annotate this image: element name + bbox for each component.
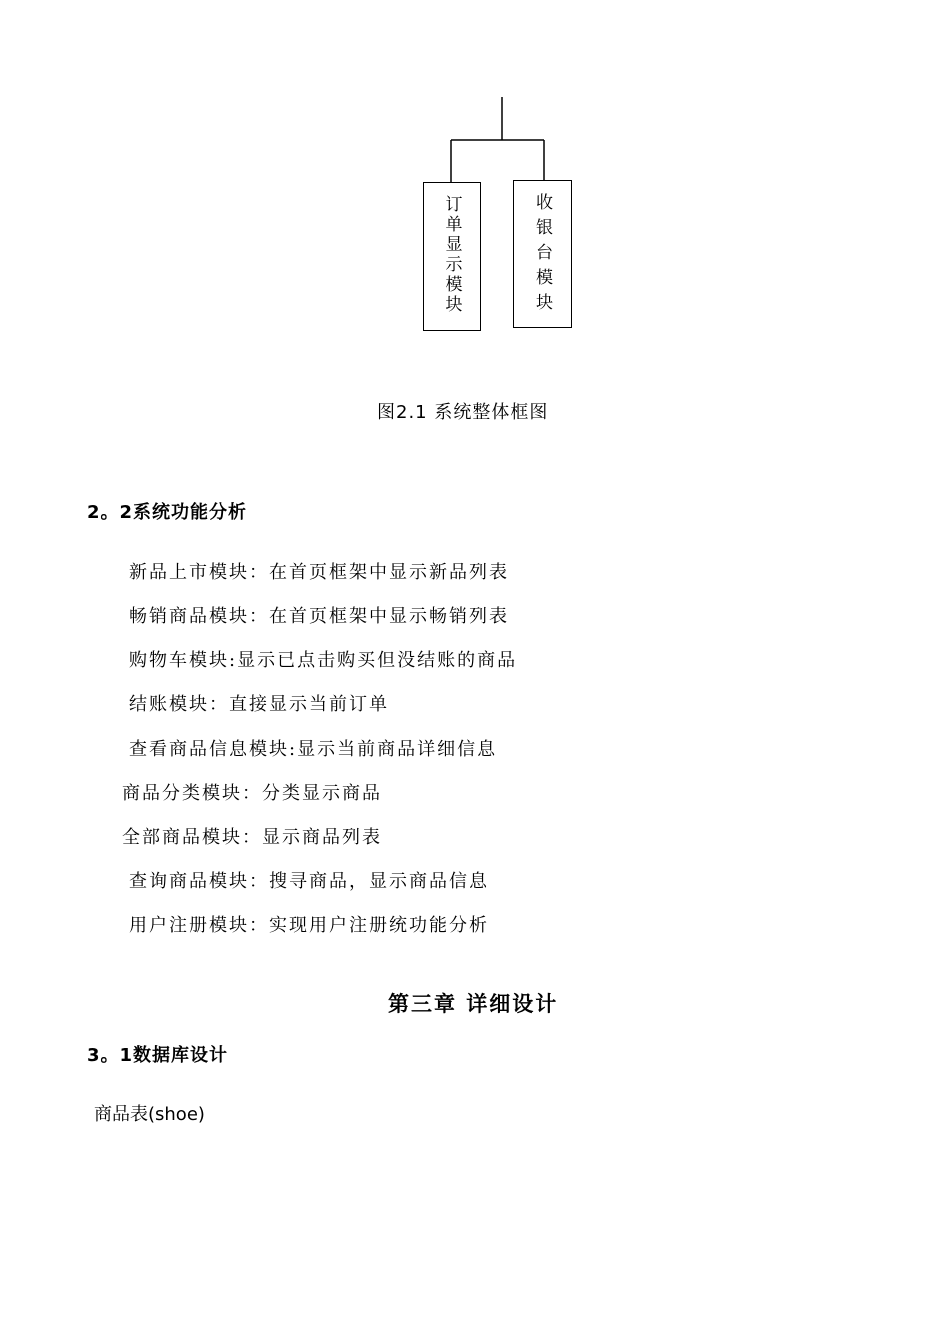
function-item: 新品上市模块：在首页框架中显示新品列表 xyxy=(129,562,509,583)
order-display-module-box xyxy=(423,182,481,331)
function-item: 查询商品模块：搜寻商品，显示商品信息 xyxy=(129,871,489,892)
function-item: 结账模块：直接显示当前订单 xyxy=(129,694,389,715)
system-block-diagram xyxy=(0,0,950,380)
function-item: 全部商品模块：显示商品列表 xyxy=(122,827,382,848)
chapter-3-title: 第三章 详细设计 xyxy=(388,992,559,1016)
cashier-module-label: 收银台模块 xyxy=(532,193,552,318)
function-item: 购物车模块:显示已点击购买但没结账的商品 xyxy=(129,650,518,671)
cashier-module-box xyxy=(513,180,572,328)
function-item: 商品分类模块：分类显示商品 xyxy=(122,783,382,804)
figure-caption: 图2.1 系统整体框图 xyxy=(377,402,549,423)
function-item: 查看商品信息模块:显示当前商品详细信息 xyxy=(129,739,498,760)
order-display-module-label: 订单显示模块 xyxy=(441,195,462,315)
section-3-1-heading: 3。1数据库设计 xyxy=(87,1045,229,1066)
function-item: 用户注册模块：实现用户注册统功能分析 xyxy=(129,915,489,936)
table-label: 商品表(shoe) xyxy=(94,1104,205,1125)
section-2-2-heading: 2。2系统功能分析 xyxy=(87,502,248,523)
function-item: 畅销商品模块：在首页框架中显示畅销列表 xyxy=(129,606,509,627)
